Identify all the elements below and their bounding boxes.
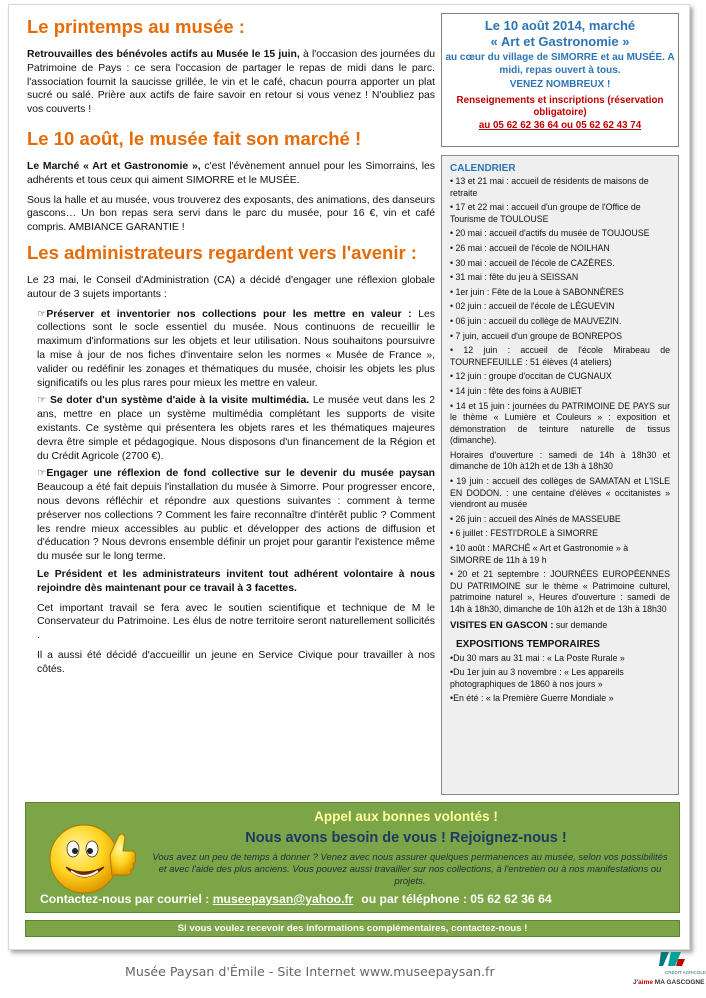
banner-title: Appel aux bonnes volontés ! — [314, 809, 498, 824]
printemps-body: à l'occasion des journées du Patrimoine de Pays : ce sera l'occasion de partager le repas de midi dans le parc. l'association fournit la saucisse grillée, le vin et le café, chacun pourra apporter un plat sucré ou salé. Prière aux actifs de faire savoir en retour si vous venez ! N'oubliez pas vos couverts ! — [27, 49, 436, 116]
banner-subtitle: Nous avons besoin de vous ! Rejoignez-nous ! — [245, 830, 567, 846]
calendar-box — [441, 155, 679, 795]
calendar-item: • 6 juillet : FESTI'DROLE à SIMORRE — [450, 528, 598, 539]
calendar-item: • 12 juin : accueil de l'école Mirabeau de TOURNEFEUILLE : 51 élèves (4 ateliers) — [450, 345, 670, 367]
marche-title: Le 10 août, le musée fait son marché ! — [27, 127, 362, 149]
calendar-item: • 13 et 21 mai : accueil de résidents de maisons de retraite — [450, 176, 649, 198]
printemps-text — [27, 48, 435, 117]
calendar-item: • 12 juin : groupe d'occitan de CUGNAUX — [450, 371, 612, 382]
event-phones: au 05 62 62 36 64 ou 05 62 62 43 74 — [478, 119, 642, 131]
admin-title: Les administrateurs regardent vers l'avenir : — [27, 241, 417, 263]
event-name: « Art et Gastronomie » — [490, 34, 630, 49]
logo-subtitle: CRÉDIT AGRICOLE — [665, 970, 706, 975]
calendar-item: • 10 août : MARCHÉ « Art et Gastronomie » à SIMORRE de 11h à 19 h — [450, 543, 629, 565]
marche-p1-lead: Le Marché « Art et Gastronomie », — [27, 160, 201, 172]
calendar-item: • 31 mai : fête du jeu à SEISSAN — [450, 272, 579, 283]
thumbs-up-smiley-icon — [44, 815, 140, 901]
calendar-item: • 20 mai : accueil d'actifs du musée de TOUJOUSE — [450, 228, 650, 239]
credit-agricole-logo — [629, 949, 706, 993]
subject-1-body: Les collections sont le socle essentiel du musée. Nous continuons de recueillir le maximum d'informations sur les objets et leur utilisation. Nous souhaitons poursuivre la mise à jour de nos fiches d'inventaire selon les normes « Musée de France », valider ou redéfinir les zonages et thématiques du musée, choisir les objets les plus significatifs ou les plus rares pour mieux les mettre en valeur. — [37, 308, 435, 389]
event-date: Le 10 août 2014, marché — [484, 18, 636, 33]
event-box — [441, 13, 679, 147]
calendar-item: • 20 et 21 septembre : JOURNÉES EUROPÉENNES DU PATRIMOINE sur le thème « Patrimoine culturel, patrimoine naturel », Heures d'ouverture : samedi de 14h à 18h30, dimanche de 10h à12h et de 13h à 18h30 — [450, 569, 670, 614]
calendar-item: • 26 mai : accueil de l'école de NOILHAN — [450, 242, 610, 253]
calendar-item: • 26 juin : accueil des Aînés de MASSEUBE — [450, 513, 621, 524]
calendar-item: • 02 juin : accueil de l'école de LÉGUEVIN — [450, 301, 615, 312]
calendar-item: • 14 et 15 juin : journées du PATRIMOINE DE PAYS sur le thème « Lumière et Couleurs » : exposition et démonstration de teinture naturelle de tissus (dimanche). — [450, 400, 670, 446]
calendar-item: • 1er juin : Fête de la Loue à SABONNÈRES — [450, 286, 624, 297]
logo-slogan — [633, 979, 704, 986]
banner-contact — [40, 892, 680, 906]
footer-text[interactable]: Musée Paysan d'Émile - Site Internet www.museepaysan.fr — [125, 964, 495, 979]
subject-2-head: ☞ Se doter d'un système d'aide à la visite multimédia. — [37, 395, 310, 407]
calendar-item: • 17 et 22 mai : accueil d'un groupe de l'Office de Tourisme de TOULOUSE — [450, 202, 641, 224]
marche-p1 — [27, 160, 435, 188]
calendar-item: • 19 juin : accueil des collèges de SAMATAN et L'ISLE EN DODON. : une centaine d'élèves « occitanistes » viendront au musée — [450, 476, 670, 510]
contact-label: Contactez-nous par courriel : — [40, 892, 213, 906]
logo-slogan-b: aime — [638, 979, 653, 986]
printemps-lead: Retrouvailles des bénévoles actifs au Musée le 15 juin, — [27, 49, 300, 60]
subject-2-body: Le musée veut dans les 2 ans, mettre en place un système multimédia complétant les supports de visite existants. Ce système qui présentera les objets rares et les thématiques majeures devra être simple et pédagogique. Nous disposons d'un financement de la Région et du Crédit Agricole (2700 €). — [37, 395, 435, 462]
credit-agricole-icon — [659, 949, 685, 969]
calendar-title: CALENDRIER — [450, 163, 516, 174]
event-location: au cœur du village de SIMORRE et au MUSÉE. A midi, repas ouvert à tous. — [445, 52, 675, 76]
admin-subject-3 — [27, 467, 435, 564]
expo-title: EXPOSITIONS TEMPORAIRES — [456, 638, 600, 650]
admin-invitation: Le Président et les administrateurs invitent tout adhérent volontaire à nous rejoindre dès maintenant pour ce travail à 3 facettes. — [37, 568, 435, 594]
phone-number: 05 62 62 36 64 — [470, 892, 552, 906]
calendar-item: • 06 juin : accueil du collège de MAUVEZIN. — [450, 315, 622, 326]
subject-1-head: ☞Préserver et inventorier nos collections pour les mettre en valeur : — [37, 308, 412, 320]
subject-3-body: Beaucoup a été fait depuis l'installation du musée à Simorre. Pour progresser encore, nous devons réfléchir et répondre aux questions suivantes : comment à terme préserver nos collections ? Comment les faire reconnaître d'intérêt public ? Comment les rendre mieux accessibles au public et développer des actions de diffusion et d'éducation ? Nous devrons ensemble définir un projet pour garantir l'existence même du musée sur le long terme. — [37, 482, 435, 563]
marche-p2: Sous la halle et au musée, vous trouverez des exposants, des animations, des danseurs gascons… Un bon repas sera servi dans le parc du musée, pour 16 €, vin et café compris. AMBIANCE GARANTIE ! — [27, 194, 435, 234]
admin-intro: Le 23 mai, le Conseil d'Administration (CA) a décidé d'engager une réflexion globale autour de 3 sujets importants : — [27, 274, 435, 300]
info-bar: Si vous voulez recevoir des informations complémentaires, contactez-nous ! — [25, 920, 680, 937]
calendar-item: • 14 juin : fête des foins à AUBIET — [450, 385, 583, 396]
calendar-item: • 7 juin, accueil d'un groupe de BONREPOS — [450, 330, 622, 341]
marche-p1-body: c'est l'évènement annuel pour les Simorrains, les adhérents et tous ceux qui aiment SIMORRE et le MUSÉE. — [27, 160, 435, 186]
logo-slogan-c: MA GASCOGNE — [653, 979, 705, 986]
expo-item: •Du 30 mars au 31 mai : « La Poste Rurale » — [450, 652, 625, 663]
event-call: VENEZ NOMBREUX ! — [509, 79, 611, 90]
subject-3-head: ☞Engager une réflexion de fond collective sur le devenir du musée paysan — [37, 468, 435, 480]
volunteer-banner — [25, 802, 680, 913]
visites-value: sur demande — [553, 619, 608, 630]
admin-subject-1 — [27, 308, 435, 391]
phone-label: ou par téléphone : — [361, 892, 471, 906]
expo-item: •En été : « la Première Guerre Mondiale » — [450, 693, 614, 704]
admin-subject-2 — [27, 394, 435, 463]
visites-gascon — [450, 620, 670, 631]
visites-label: VISITES EN GASCON : — [450, 619, 554, 631]
banner-text: Vous avez un peu de temps à donner ? Venez avec nous assurer quelques permanences au musée, selon vos possibilités et avec l'aide des plus anciens. Vous pouvez aussi travailler sur nos collections, à l'entretien ou à nos manifestations ou projets. — [152, 852, 668, 887]
calendar-item: Horaires d'ouverture : samedi de 14h à 18h30 et dimanche de 10h à12h et de 13h à 18h30 — [450, 449, 670, 472]
admin-civic-service: Il a aussi été décidé d'accueillir un jeune en Service Civique pour travailler à nos côtés. — [37, 649, 435, 675]
expo-item: •Du 1er juin au 3 novembre : « Les appareils photographiques de 1860 à nos jours » — [450, 667, 624, 689]
email-link[interactable]: museepaysan@yahoo.fr — [212, 892, 354, 906]
main-column — [27, 15, 435, 682]
logo-slogan-a: J' — [633, 979, 639, 986]
admin-support: Cet important travail se fera avec le soutien scientifique et technique de M le Conservateur du Patrimoine. Les élus de notre territoire seront naturellement sollicités . — [37, 602, 435, 642]
event-info: Renseignements et inscriptions (réservation obligatoire) — [456, 94, 664, 118]
printemps-title: Le printemps au musée : — [27, 16, 245, 37]
calendar-item: • 30 mai : accueil de l'école de CAZÈRES. — [450, 257, 615, 268]
newsletter-page — [8, 4, 706, 986]
